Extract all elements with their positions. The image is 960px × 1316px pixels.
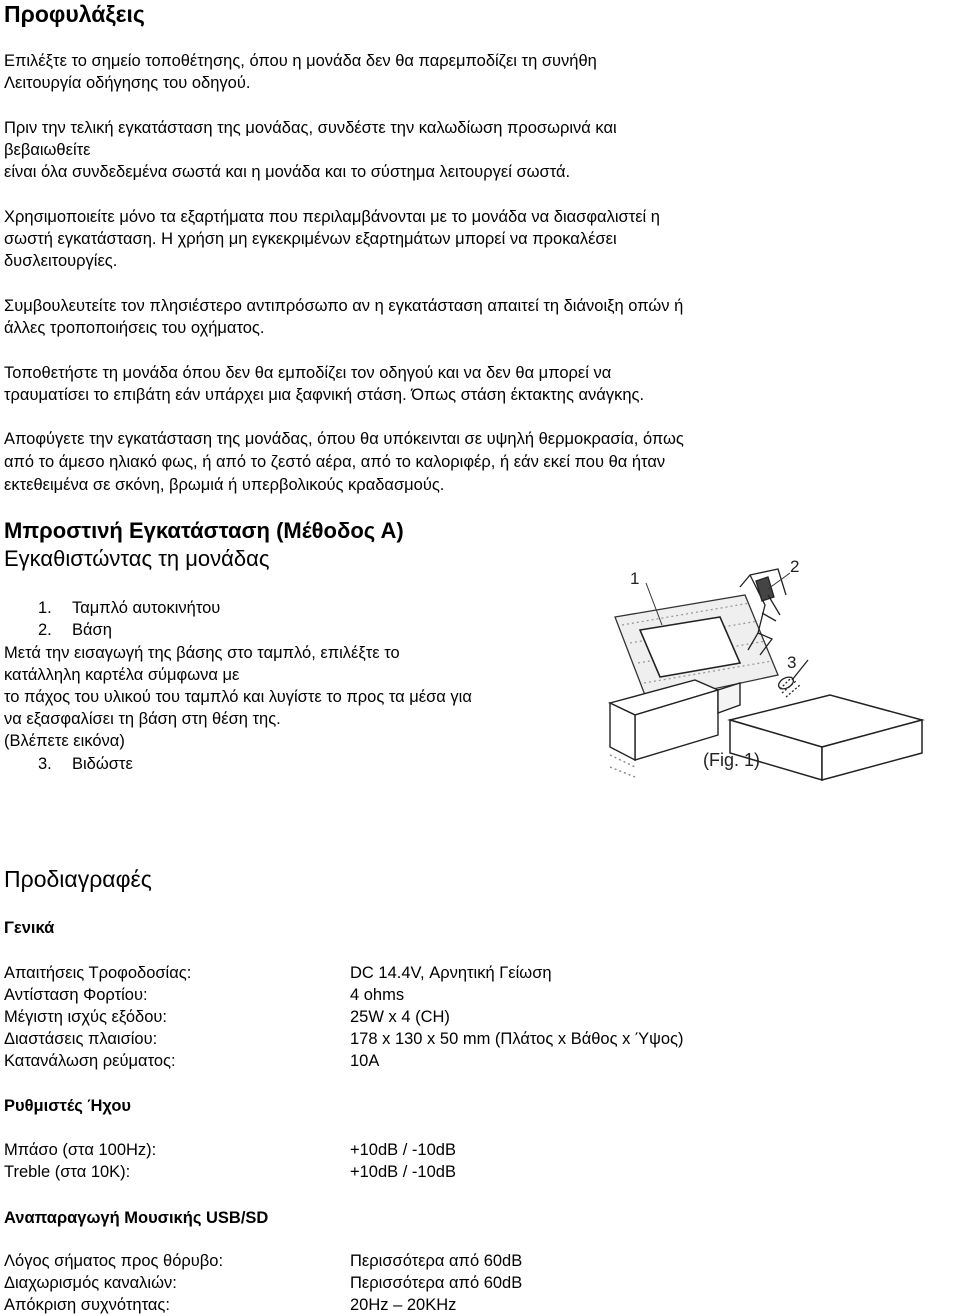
paragraph-6-line-3: εκτεθειμένα σε σκόνη, βρωμιά ή υπερβολικούς κραδασμούς.	[4, 476, 445, 494]
spec-row-snr	[4, 1250, 904, 1272]
spec-row-bass	[4, 1139, 904, 1161]
spec-row-current	[4, 1050, 904, 1072]
spec-label: Αντίσταση Φορτίου:	[4, 986, 148, 1004]
spec-value: Περισσότερα από 60dB	[350, 1274, 523, 1292]
install-body-line-2: κατάλληλη καρτέλα σύμφωνα με	[4, 666, 240, 684]
paragraph-3-line-3: δυσλειτουργίες.	[4, 252, 118, 270]
spec-label: Κατανάλωση ρεύματος:	[4, 1052, 176, 1070]
spec-value: 25W x 4 (CH)	[350, 1008, 450, 1026]
spec-label: Απόκριση συχνότητας:	[4, 1296, 170, 1314]
list-item-3	[38, 753, 133, 775]
paragraph-4-line-2: άλλες τροποποιήσεις του οχήματος.	[4, 319, 265, 337]
spec-value: 20Hz – 20KHz	[350, 1296, 457, 1314]
install-body-line-5: (Βλέπετε εικόνα)	[4, 732, 125, 750]
section-title-precautions: Προφυλάξεις	[4, 1, 145, 27]
spec-value: 178 x 130 x 50 mm (Πλάτος x Βάθος x Ύψος)	[350, 1030, 684, 1048]
spec-row-max-output	[4, 1006, 904, 1028]
paragraph-6-line-2: από το άμεσο ηλιακό φως, ή από το ζεστό αέρα, από το καλοριφέρ, ή εάν εκεί που θα ήταν	[4, 453, 666, 471]
spec-value: Περισσότερα από 60dB	[350, 1252, 523, 1270]
list-item-1	[38, 597, 220, 619]
list-item-2-number: 2.	[38, 621, 52, 639]
spec-row-load-impedance	[4, 984, 904, 1006]
list-item-2	[38, 619, 112, 641]
spec-row-dimensions	[4, 1028, 904, 1050]
specs-heading-general: Γενικά	[4, 919, 55, 937]
paragraph-1-line-2: Λειτουργία οδήγησης του οδηγού.	[4, 74, 251, 92]
spec-row-power	[4, 962, 904, 984]
paragraph-1-line-1: Επιλέξτε το σημείο τοποθέτησης, όπου η μονάδα δεν θα παρεμποδίζει τη συνήθη	[4, 52, 597, 70]
paragraph-4-line-1: Συμβουλευτείτε τον πλησιέστερο αντιπρόσωπο αν η εγκατάσταση απαιτεί τη διάνοιξη οπών ή	[4, 297, 684, 315]
list-item-3-number: 3.	[38, 755, 52, 773]
paragraph-3-line-2: σωστή εγκατάσταση. Η χρήση μη εγκεκριμένων εξαρτημάτων μπορεί να προκαλέσει	[4, 230, 617, 248]
leader-line-2	[768, 573, 790, 589]
spec-label: Διαστάσεις πλαισίου:	[4, 1030, 158, 1048]
install-body-line-4: να εξασφαλίσει τη βάση στη θέση της.	[4, 710, 281, 728]
installation-figure	[600, 555, 940, 785]
spec-label: Μπάσο (στα 100Hz):	[4, 1141, 157, 1159]
list-item-3-text: Βιδώστε	[72, 755, 133, 773]
spec-label: Διαχωρισμός καναλιών:	[4, 1274, 177, 1292]
paragraph-2-line-2: βεβαιωθείτε	[4, 141, 91, 159]
spec-value: 4 ohms	[350, 986, 405, 1004]
section-title-front-install: Μπροστινή Εγκατάσταση (Μέθοδος Α)	[4, 518, 404, 543]
spec-label: Μέγιστη ισχύς εξόδου:	[4, 1008, 167, 1026]
section-title-specs: Προδιαγραφές	[4, 866, 152, 892]
spec-row-separation	[4, 1272, 904, 1294]
spec-value: DC 14.4V, Αρνητική Γείωση	[350, 964, 552, 982]
paragraph-5-line-1: Τοποθετήστε τη μονάδα όπου δεν θα εμποδίζει τον οδηγού και να δεν θα μπορεί να	[4, 364, 612, 382]
specs-heading-usb: Αναπαραγωγή Μουσικής USB/SD	[4, 1209, 269, 1227]
install-body-line-1: Μετά την εισαγωγή της βάσης στο ταμπλό, επιλέξτε το	[4, 644, 400, 662]
figure-caption: (Fig. 1)	[703, 750, 761, 770]
paragraph-6-line-1: Αποφύγετε την εγκατάσταση της μονάδας, όπου θα υπόκεινται σε υψηλή θερμοκρασία, όπως	[4, 430, 684, 448]
spec-row-treble	[4, 1161, 904, 1183]
paragraph-2-line-3: είναι όλα συνδεδεμένα σωστά και η μονάδα και το σύστημα λειτουργεί σωστά.	[4, 163, 571, 181]
spec-label: Λόγος σήματος προς θόρυβο:	[4, 1252, 224, 1270]
spec-label: Treble (στα 10K):	[4, 1163, 131, 1181]
list-item-2-text: Βάση	[72, 621, 112, 639]
spec-label: Απαιτήσεις Τροφοδοσίας:	[4, 964, 192, 982]
paragraph-3-line-1: Χρησιμοποιείτε μόνο τα εξαρτήματα που περιλαμβάνονται με το μονάδα να διασφαλιστεί η	[4, 208, 660, 226]
section-subtitle-front-install: Εγκαθιστώντας τη μονάδας	[4, 546, 270, 571]
figure-label-1: 1	[630, 569, 640, 588]
spec-value: +10dB / -10dB	[350, 1141, 456, 1159]
figure-label-3: 3	[787, 653, 797, 672]
paragraph-5-line-2: τραυματίσει το επιβάτη εάν υπάρχει μια ξαφνική στάση. Όπως στάση έκτακτης ανάγκης.	[4, 386, 645, 404]
figure-label-2: 2	[790, 557, 800, 576]
list-item-1-number: 1.	[38, 599, 52, 617]
spec-value: 10A	[350, 1052, 380, 1070]
install-body-line-3: το πάχος του υλικού του ταμπλό και λυγίστε το προς τα μέσα για	[4, 688, 472, 706]
spec-value: +10dB / -10dB	[350, 1163, 456, 1181]
list-item-1-text: Ταμπλό αυτοκινήτου	[72, 599, 221, 617]
paragraph-2-line-1: Πριν την τελική εγκατάσταση της μονάδας, συνδέστε την καλωδίωση προσωρινά και	[4, 119, 617, 137]
installation-drawing	[600, 555, 940, 785]
specs-heading-tone: Ρυθμιστές Ήχου	[4, 1097, 131, 1115]
spec-row-frequency-response	[4, 1294, 904, 1316]
